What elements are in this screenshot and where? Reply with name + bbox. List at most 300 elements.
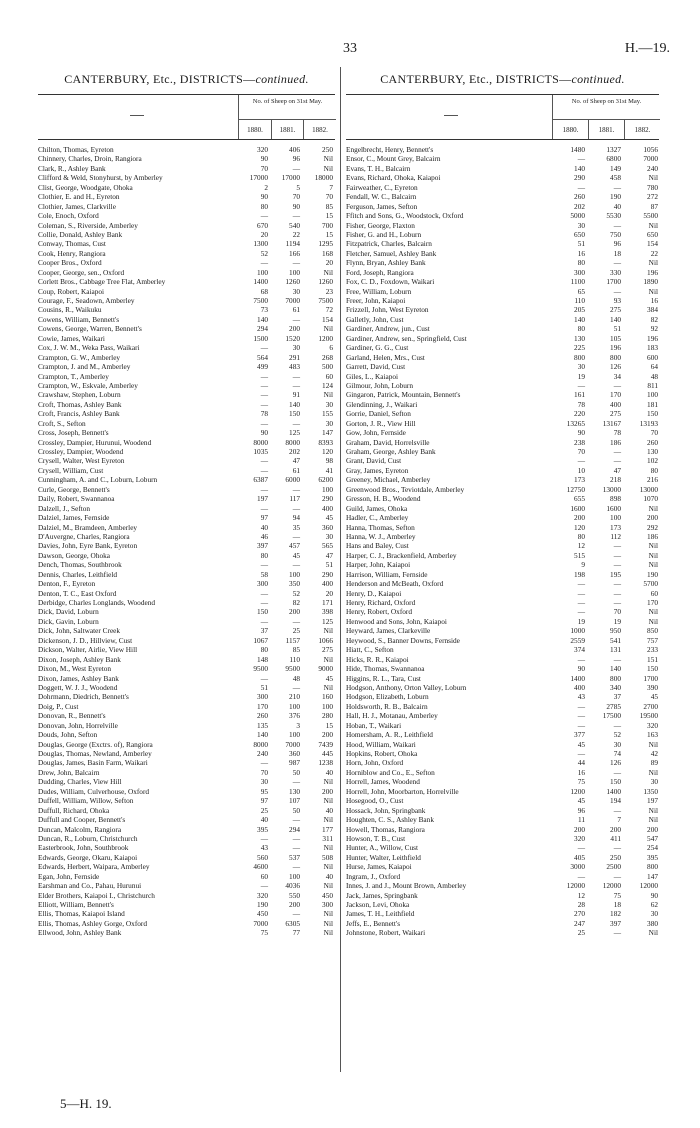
sheep-count-1882: Nil [648,815,658,825]
table-row [346,296,659,305]
table-row [38,541,335,550]
holder-name: Cowie, James, Waikari [38,333,105,343]
table-row [346,740,659,749]
sheep-count-1881: 6800 [606,154,621,164]
sheep-count-1882: 124 [322,380,333,390]
sheep-count-1882: 320 [647,720,658,730]
sheep-count-1882: Nil [323,862,333,872]
holder-name: Cowens, George, Warren, Bennett's [38,324,142,334]
sheep-count-1882: 147 [322,428,333,438]
sheep-count-1882: 47 [325,550,333,560]
holder-name: Ellwood, John, Ashley Bank [38,928,122,938]
table-row [346,258,659,267]
sheep-count-1882: 200 [322,730,333,740]
holder-name: Cooper, George, sen., Oxford [38,267,125,277]
sheep-count-1882: 23 [325,286,333,296]
holder-name: Edwards, Herbert, Waipara, Amberley [38,862,150,872]
sheep-count-1881: 2785 [606,701,621,711]
table-row [346,721,659,730]
sheep-count-1880: 197 [257,494,268,504]
holder-name: Dench, Thomas, Southbrook [38,560,122,570]
table-row [346,928,659,937]
sheep-count-1882: 290 [322,494,333,504]
holder-name: Conway, Thomas, Cust [38,239,106,249]
sheep-count-1882: 275 [322,645,333,655]
table-row [346,372,659,381]
table-row [38,409,335,418]
sheep-count-1882: 177 [322,824,333,834]
sheep-count-1882: 60 [650,588,658,598]
holder-name: Crysell, Walter, West Eyreton [38,456,125,466]
table-row [346,815,659,824]
sheep-count-1880: 8000 [253,739,268,749]
sheep-count-1882: 72 [325,305,333,315]
table-row [346,145,659,154]
table-row [346,381,659,390]
sheep-count-1881: 51 [613,324,621,334]
table-row [38,154,335,163]
sheep-count-1881: 130 [289,786,300,796]
sheep-count-1880: 51 [260,682,268,692]
holder-name: Hanna, Thomas, Sefton [346,522,415,532]
sheep-count-1881: — [613,560,621,570]
sheep-count-1880: 655 [574,494,585,504]
sheep-count-1882: 200 [647,513,658,523]
table-row [346,825,659,834]
sheep-count-1880: 294 [257,324,268,334]
holder-name: Clothier, James, Clarkville [38,201,116,211]
sheep-count-1881: 6000 [285,475,300,485]
table-row [346,862,659,871]
sheep-count-1880: 1600 [570,503,585,513]
sheep-count-1881: 50 [292,805,300,815]
sheep-count-1881: 195 [610,569,621,579]
holder-name: Cooper Bros., Oxford [38,258,102,268]
sheep-count-1881: 74 [613,749,621,758]
sheep-count-1882: 1056 [643,145,658,154]
sheep-count-1881: 70 [613,607,621,617]
sheep-count-1881: 173 [610,522,621,532]
holder-name: Easterbrook, John, Southbrook [38,843,129,853]
right-title-main: CANTERBURY, Etc., DISTRICTS— [380,72,572,86]
sheep-count-1880: 205 [574,305,585,315]
sheep-count-1880: 2559 [570,635,585,645]
sheep-count-1882: 22 [650,248,658,258]
sheep-count-1880: 10 [577,465,585,475]
sheep-count-1881: 140 [610,314,621,324]
sheep-count-1882: 650 [647,229,658,239]
sheep-count-1881: — [613,579,621,589]
sheep-count-1881: — [292,380,300,390]
holder-name: Graham, George, Ashley Bank [346,447,436,456]
sheep-count-1880: 1200 [570,786,585,796]
table-row [38,192,335,201]
sheep-count-1882: 90 [650,890,658,900]
holder-name: Howson, T. B., Cust [346,833,406,843]
sheep-count-1881: 93 [613,296,621,305]
sheep-count-1880: — [260,371,268,381]
holder-name: Higgins, R. L., Tara, Cust [346,673,421,683]
sheep-count-1881: 75 [613,890,621,900]
table-row [38,221,335,230]
sheep-count-1880: 120 [574,522,585,532]
sheep-count-1880: 90 [260,192,268,202]
holder-name: Heyward, James, Clarkeville [346,626,431,636]
sheep-count-1882: 1260 [318,277,333,287]
sheep-count-1881: — [613,588,621,598]
holder-name: Howell, Thomas, Rangiora [346,824,425,834]
sheep-count-1880: 16 [577,248,585,258]
sheep-count-1882: 216 [647,475,658,485]
sheep-count-1881: 218 [610,475,621,485]
sheep-count-1882: 9000 [318,664,333,674]
holder-name: Cook, Henry, Rangiora [38,248,106,258]
sheep-count-1880: 320 [574,833,585,843]
sheep-count-1882: 400 [322,579,333,589]
holder-name: Horrell, James, Woodend [346,777,420,787]
sheep-count-1880: 1480 [570,145,585,154]
table-row [346,674,659,683]
table-row [38,315,335,324]
table-row [38,636,335,645]
sheep-count-1881: 6305 [285,918,300,928]
table-row [38,862,335,871]
table-row [346,749,659,758]
sheep-count-1880: 148 [257,654,268,664]
sheep-count-1880: 90 [260,154,268,164]
sheep-count-1881: 96 [613,239,621,249]
sheep-count-1881: 275 [610,409,621,419]
holder-name: James, T. H., Leithfield [346,909,415,919]
table-row [38,589,335,598]
holder-name: Donovan, John, Horrelville [38,720,118,730]
sheep-count-1881: 50 [292,767,300,777]
sheep-count-1882: 445 [322,749,333,758]
sheep-count-1881: 200 [289,607,300,617]
sheep-count-1880: 30 [260,777,268,787]
sheep-count-1882: 233 [647,645,658,655]
holder-name: Duncan, R., Loburn, Christchurch [38,833,138,843]
table-row [346,730,659,739]
table-row [346,202,659,211]
sheep-count-1881: — [292,616,300,626]
sheep-count-1882: Nil [323,654,333,664]
sheep-count-1882: 5700 [643,579,658,589]
sheep-count-1880: 2 [264,182,268,192]
sheep-count-1882: 6 [329,343,333,353]
sheep-count-1882: 311 [322,833,333,843]
table-row [38,626,335,635]
sheep-count-1880: 25 [260,805,268,815]
table-row [346,466,659,475]
sheep-count-1881: 330 [610,267,621,277]
holder-name: Harper, C. J., Brackenfield, Amberley [346,550,457,560]
sheep-count-1880: — [260,380,268,390]
table-row [346,664,659,673]
sheep-count-1882: 51 [325,560,333,570]
sheep-count-1880: 17000 [249,173,268,183]
table-row [346,239,659,248]
holder-name: Ingram, J., Oxford [346,871,401,881]
sheep-count-1880: 260 [257,711,268,721]
sheep-count-1882: Nil [648,805,658,815]
sheep-count-1880: — [577,749,585,758]
sheep-count-1880: 377 [574,730,585,740]
sheep-count-1881: 190 [610,192,621,202]
table-row [38,353,335,362]
holder-name: Dawson, George, Ohoka [38,550,111,560]
sheep-count-1881: 90 [292,201,300,211]
holder-name: Graham, David, Horrelsville [346,437,430,447]
sheep-count-1880: 16 [577,767,585,777]
sheep-count-1880: 12000 [566,881,585,891]
sheep-count-1881: 13167 [602,418,621,428]
sheep-count-1881: 8000 [285,437,300,447]
sheep-count-1881: 340 [610,682,621,692]
table-row [38,806,335,815]
sheep-count-1880: 40 [260,522,268,532]
sheep-count-1880: 12750 [566,484,585,494]
sheep-count-1881: — [613,447,621,456]
sheep-count-1882: 240 [647,163,658,173]
holder-name: Daily, Robert, Swannanoa [38,494,115,504]
right-section-title [346,72,659,87]
holder-name: Harper, John, Kaiapoi [346,560,411,570]
sheep-count-1881: 52 [292,588,300,598]
sheep-count-1882: 16 [650,296,658,305]
sheep-count-1882: 48 [650,371,658,381]
sheep-count-1881: — [292,314,300,324]
holder-name: Dennis, Charles, Leithfield [38,569,118,579]
sheep-count-1882: Nil [323,918,333,928]
holder-name: Cole, Enoch, Oxford [38,211,99,221]
table-row [346,909,659,918]
sheep-count-1880: — [260,418,268,428]
table-row [346,400,659,409]
sheep-count-1880: 1000 [570,626,585,636]
sheep-count-1882: 292 [647,522,658,532]
sheep-count-1880: 300 [574,267,585,277]
table-row [38,183,335,192]
sheep-count-1880: — [577,871,585,881]
holder-name: Evans, T. H., Balcairn [346,163,411,173]
right-year-1880: 1880. [553,119,588,139]
table-row [38,579,335,588]
sheep-count-1881: 19 [613,616,621,626]
sheep-count-1881: — [613,598,621,607]
table-row [346,768,659,777]
sheep-count-1880: 670 [257,220,268,230]
sheep-count-1880: 395 [257,824,268,834]
sheep-count-1882: 18000 [314,173,333,183]
table-row [38,230,335,239]
sheep-count-1880: 30 [577,362,585,372]
sheep-count-1882: 30 [325,531,333,541]
sheep-count-1881: 117 [289,494,300,504]
sheep-count-1880: 60 [260,871,268,881]
sheep-count-1881: 1157 [285,635,300,645]
sheep-count-1882: 20 [325,258,333,268]
left-year-1880: 1880. [239,119,271,139]
holder-name: Coleman, S., Riverside, Amberley [38,220,138,230]
sheep-count-1881: 131 [610,645,621,655]
sheep-count-1881: 2500 [606,862,621,872]
sheep-count-1882: 155 [322,409,333,419]
holder-name: Dudes, William, Culverhouse, Oxford [38,786,150,796]
sheep-count-1882: 196 [647,267,658,277]
sheep-count-1881: 400 [610,399,621,409]
sheep-count-1882: 13000 [639,484,658,494]
sheep-count-1881: 140 [289,399,300,409]
table-row [346,523,659,532]
sheep-count-1880: 90 [260,428,268,438]
sheep-count-1881: 7000 [285,739,300,749]
sheep-count-1882: 100 [322,701,333,711]
sheep-count-1882: 400 [322,503,333,513]
sheep-count-1881: 149 [610,163,621,173]
sheep-count-1881: — [613,805,621,815]
table-row [346,447,659,456]
sheep-count-1880: 58 [260,569,268,579]
sheep-count-1881: — [613,456,621,466]
holder-name: Crampton, W., Eskvale, Amberley [38,380,138,390]
sheep-count-1880: 650 [574,229,585,239]
holder-name: Henderson and McBeath, Oxford [346,579,444,589]
table-row [38,919,335,928]
sheep-count-1881: 48 [292,673,300,683]
sheep-count-1880: — [260,343,268,353]
holder-name: Fletcher, Samuel, Ashley Bank [346,248,437,258]
sheep-count-1882: 170 [647,598,658,607]
sheep-count-1880: 290 [574,173,585,183]
table-row [38,758,335,767]
sheep-count-1881: 34 [613,371,621,381]
sheep-count-1882: 280 [322,711,333,721]
sheep-count-1882: 85 [325,201,333,211]
holder-name: Crampton, G. W., Amberley [38,352,121,362]
holder-name: Fox, C. D., Foxdown, Waikari [346,277,435,287]
left-header-group [238,95,336,139]
sheep-count-1880: 560 [257,852,268,862]
holder-name: Gow, John, Fernside [346,428,406,438]
sheep-count-1881: 100 [289,730,300,740]
sheep-count-1881: 540 [289,220,300,230]
table-row [346,513,659,522]
sheep-count-1881: 1520 [285,333,300,343]
sheep-count-1881: 100 [289,569,300,579]
sheep-count-1880: 800 [574,352,585,362]
sheep-count-1880: 1400 [570,673,585,683]
sheep-count-1881: 458 [610,173,621,183]
holder-name: Freer, John, Kaiapoi [346,296,406,305]
table-row [346,551,659,560]
holder-name: Jackson, Levi, Ohoka [346,900,410,909]
page-number: 33 [343,41,357,56]
right-table-body [346,145,659,938]
sheep-count-1881: — [292,862,300,872]
sheep-count-1880: 96 [577,805,585,815]
sheep-count-1881: — [613,541,621,551]
sheep-count-1882: Nil [648,739,658,749]
holder-name: Duffell, William, Willow, Sefton [38,796,134,806]
sheep-count-1880: 1100 [570,277,585,287]
table-row [38,475,335,484]
table-row [346,758,659,767]
sheep-count-1881: 100 [289,267,300,277]
holder-name: Hoban, T., Waikari [346,720,402,730]
sheep-count-1881: 406 [289,145,300,154]
sheep-count-1880: — [260,399,268,409]
sheep-count-1882: 450 [322,890,333,900]
sheep-count-1881: 61 [292,305,300,315]
sheep-count-1881: 78 [613,428,621,438]
sheep-count-1880: — [577,607,585,617]
right-header-group [552,95,660,139]
sheep-count-1881: 70 [292,192,300,202]
sheep-count-1882: 64 [650,362,658,372]
holder-name: Engelbrecht, Henry, Bennett's [346,145,434,154]
sheep-count-1880: 43 [260,843,268,853]
holder-name: Cousins, R., Waikuku [38,305,102,315]
sheep-count-1882: 565 [322,541,333,551]
sheep-count-1882: 15 [325,211,333,221]
table-row [38,494,335,503]
sheep-count-1882: 190 [647,569,658,579]
table-row [346,249,659,258]
table-row [38,834,335,843]
holder-name: Hadler, C., Amberley [346,513,409,523]
table-row [38,485,335,494]
holder-name: Henry, Robert, Oxford [346,607,412,617]
table-row [346,221,659,230]
sheep-count-1881: 17500 [602,711,621,721]
sheep-count-1881: 47 [613,465,621,475]
table-row [38,787,335,796]
table-row [38,258,335,267]
sheep-count-1880: — [577,588,585,598]
sheep-count-1882: 147 [647,871,658,881]
page-code: H.—19. [624,41,670,56]
sheep-count-1880: 240 [257,749,268,758]
sheep-count-1880: — [260,881,268,891]
right-header-dash [444,115,458,116]
holder-name: Chilton, Thomas, Eyreton [38,145,114,154]
left-year-1881: 1881. [271,119,303,139]
sheep-count-1881: — [613,928,621,938]
sheep-count-1882: 183 [647,343,658,353]
holder-name: Dalziel, James, Fernside [38,513,110,523]
table-row [38,900,335,909]
table-row [38,372,335,381]
table-row [38,560,335,569]
sheep-count-1881: 13000 [602,484,621,494]
holder-name: Duncan, Malcolm, Rangiora [38,824,122,834]
holder-name: Hosegood, O., Cust [346,796,404,806]
sheep-count-1881: 3 [296,720,300,730]
sheep-count-1882: 850 [647,626,658,636]
sheep-count-1880: 1035 [253,447,268,456]
table-row [38,164,335,173]
sheep-count-1881: 37 [613,692,621,702]
holder-name: Gardiner, Andrew, sen., Springfield, Cust [346,333,467,343]
table-row [346,324,659,333]
sheep-count-1880: 405 [574,852,585,862]
sheep-count-1882: 384 [647,305,658,315]
left-section-title [38,72,335,87]
sheep-count-1881: 275 [610,305,621,315]
sheep-count-1880: 90 [577,664,585,674]
table-row [346,607,659,616]
